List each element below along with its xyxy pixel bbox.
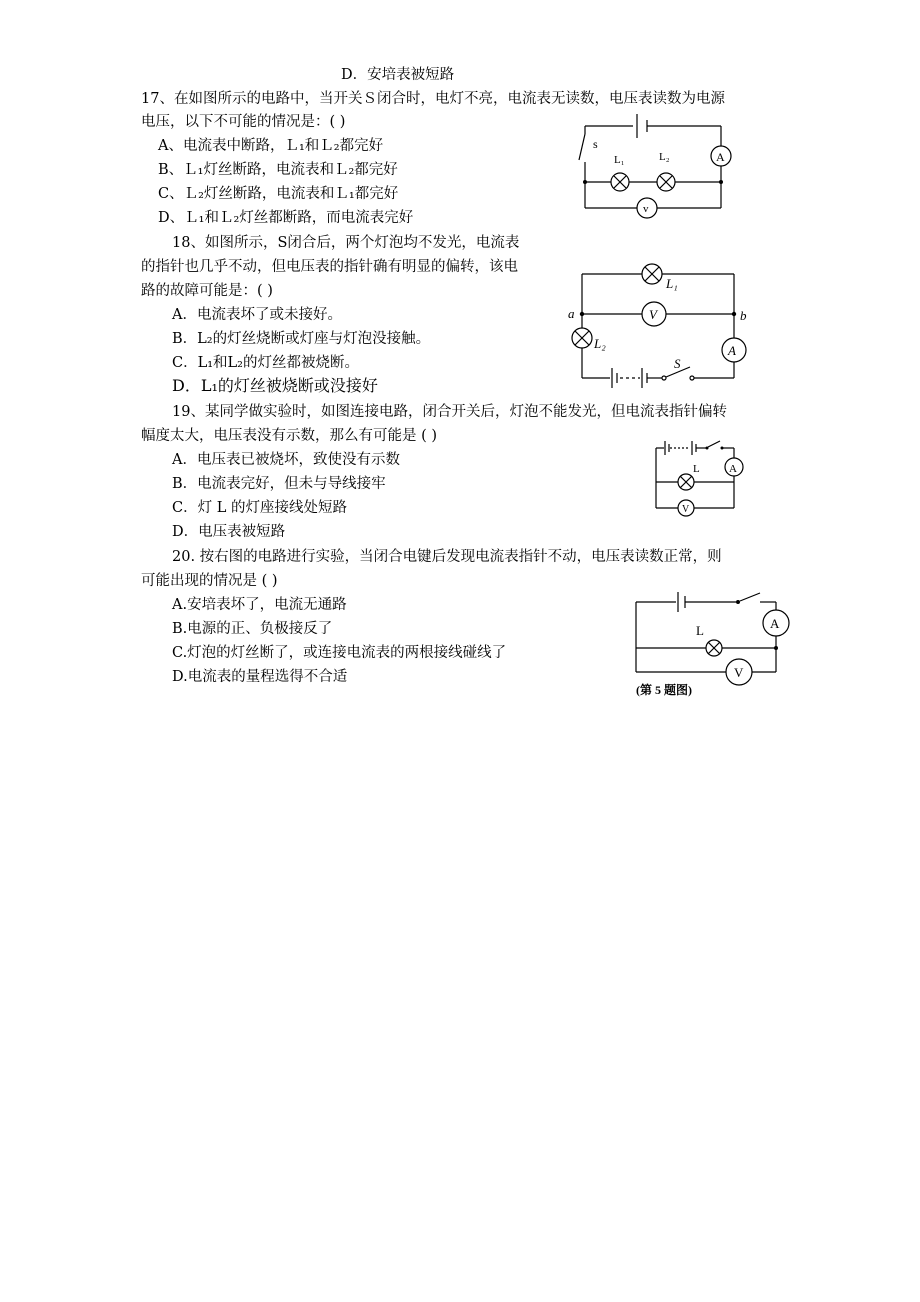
voltmeter-label: v xyxy=(643,203,649,215)
q17-stem-line2: 电压，以下不可能的情况是：( ) xyxy=(141,114,346,130)
node-a-label: a xyxy=(568,306,575,321)
switch-blade xyxy=(740,593,760,601)
q19-option-b: B．电流表完好，但未与导线接牢 xyxy=(172,476,386,492)
ammeter-label: A xyxy=(729,463,737,475)
lamp-l1-label: L₁ xyxy=(614,154,625,166)
q18-stem-line2: 的指针也几乎不动，但电压表的指针确有明显的偏转，该电 xyxy=(141,259,518,275)
node-b-label: b xyxy=(740,308,747,323)
q18-option-b: B．L₂的灯丝烧断或灯座与灯泡没接触。 xyxy=(172,331,431,347)
q19-option-c: C．灯 L 的灯座接线处短路 xyxy=(172,500,347,516)
q18-option-c: C．L₁和L₂的灯丝都被烧断。 xyxy=(172,355,359,371)
switch-label: S xyxy=(674,356,681,371)
q17-option-a: A、电流表中断路，Ｌ₁和Ｌ₂都完好 xyxy=(158,138,384,154)
q20-option-d: D.电流表的量程选得不合适 xyxy=(172,669,348,685)
figure-caption: (第 5 题图) xyxy=(636,683,692,697)
lamp-label: L xyxy=(693,463,700,475)
q18-stem-line3: 路的故障可能是：( ) xyxy=(141,283,273,299)
q20-option-a: A.安培表坏了，电流无通路 xyxy=(172,597,347,613)
ammeter-label: A xyxy=(728,343,736,358)
lamp-l2-label: L₂ xyxy=(659,151,670,163)
ammeter-label: A xyxy=(716,150,725,164)
q17-option-b: B、Ｌ₁灯丝断路，电流表和Ｌ₂都完好 xyxy=(158,162,398,178)
q19-stem-line2: 幅度太大，电压表没有示数，那么有可能是 ( ) xyxy=(141,428,438,444)
q18-option-a: A．电流表坏了或未接好。 xyxy=(172,307,342,323)
q19-stem-line1: 19、某同学做实验时，如图连接电路，闭合开关后，灯泡不能发光，但电流表指针偏转 xyxy=(172,404,727,420)
q18-option-d: D．L₁的灯丝被烧断或没接好 xyxy=(172,376,378,395)
lamp-label: L xyxy=(696,623,704,638)
ammeter-label: A xyxy=(770,616,780,631)
q18-circuit-diagram xyxy=(562,258,762,388)
q20-stem-line2: 可能出现的情况是 ( ) xyxy=(141,573,278,589)
lamp-l1-label: L₁ xyxy=(666,276,678,291)
switch-blade xyxy=(579,134,585,160)
q18-stem-line1: 18、如图所示，S闭合后，两个灯泡均不发光，电流表 xyxy=(172,235,520,251)
q17-circuit-diagram xyxy=(575,108,745,220)
lamp-l2-label: L₂ xyxy=(594,336,606,351)
voltmeter-label: V xyxy=(734,665,744,680)
switch-blade xyxy=(708,441,720,447)
q19-circuit-diagram xyxy=(648,436,748,522)
q19-option-d: D．电压表被短路 xyxy=(172,524,286,540)
q16-option-d: D．安培表被短路 xyxy=(341,67,455,83)
q20-circuit-diagram xyxy=(628,588,798,728)
q20-option-b: B.电源的正、负极接反了 xyxy=(172,621,333,637)
q17-stem-line1: 17、在如图所示的电路中，当开关Ｓ闭合时，电灯不亮，电流表无读数，电压表读数为电源 xyxy=(141,91,725,107)
q17-option-c: C、Ｌ₂灯丝断路，电流表和Ｌ₁都完好 xyxy=(158,186,399,202)
q17-option-d: D、Ｌ₁和Ｌ₂灯丝都断路，而电流表完好 xyxy=(158,210,414,226)
q20-stem-line1: 20. 按右图的电路进行实验，当闭合电键后发现电流表指针不动，电压表读数正常，则 xyxy=(172,549,722,565)
q19-option-a: A．电压表已被烧坏，致使没有示数 xyxy=(172,452,400,468)
switch-label: s xyxy=(593,137,598,151)
q20-option-c: C.灯泡的灯丝断了，或连接电流表的两根接线碰线了 xyxy=(172,645,507,661)
voltmeter-label: V xyxy=(649,307,657,322)
voltmeter-label: V xyxy=(682,504,690,515)
